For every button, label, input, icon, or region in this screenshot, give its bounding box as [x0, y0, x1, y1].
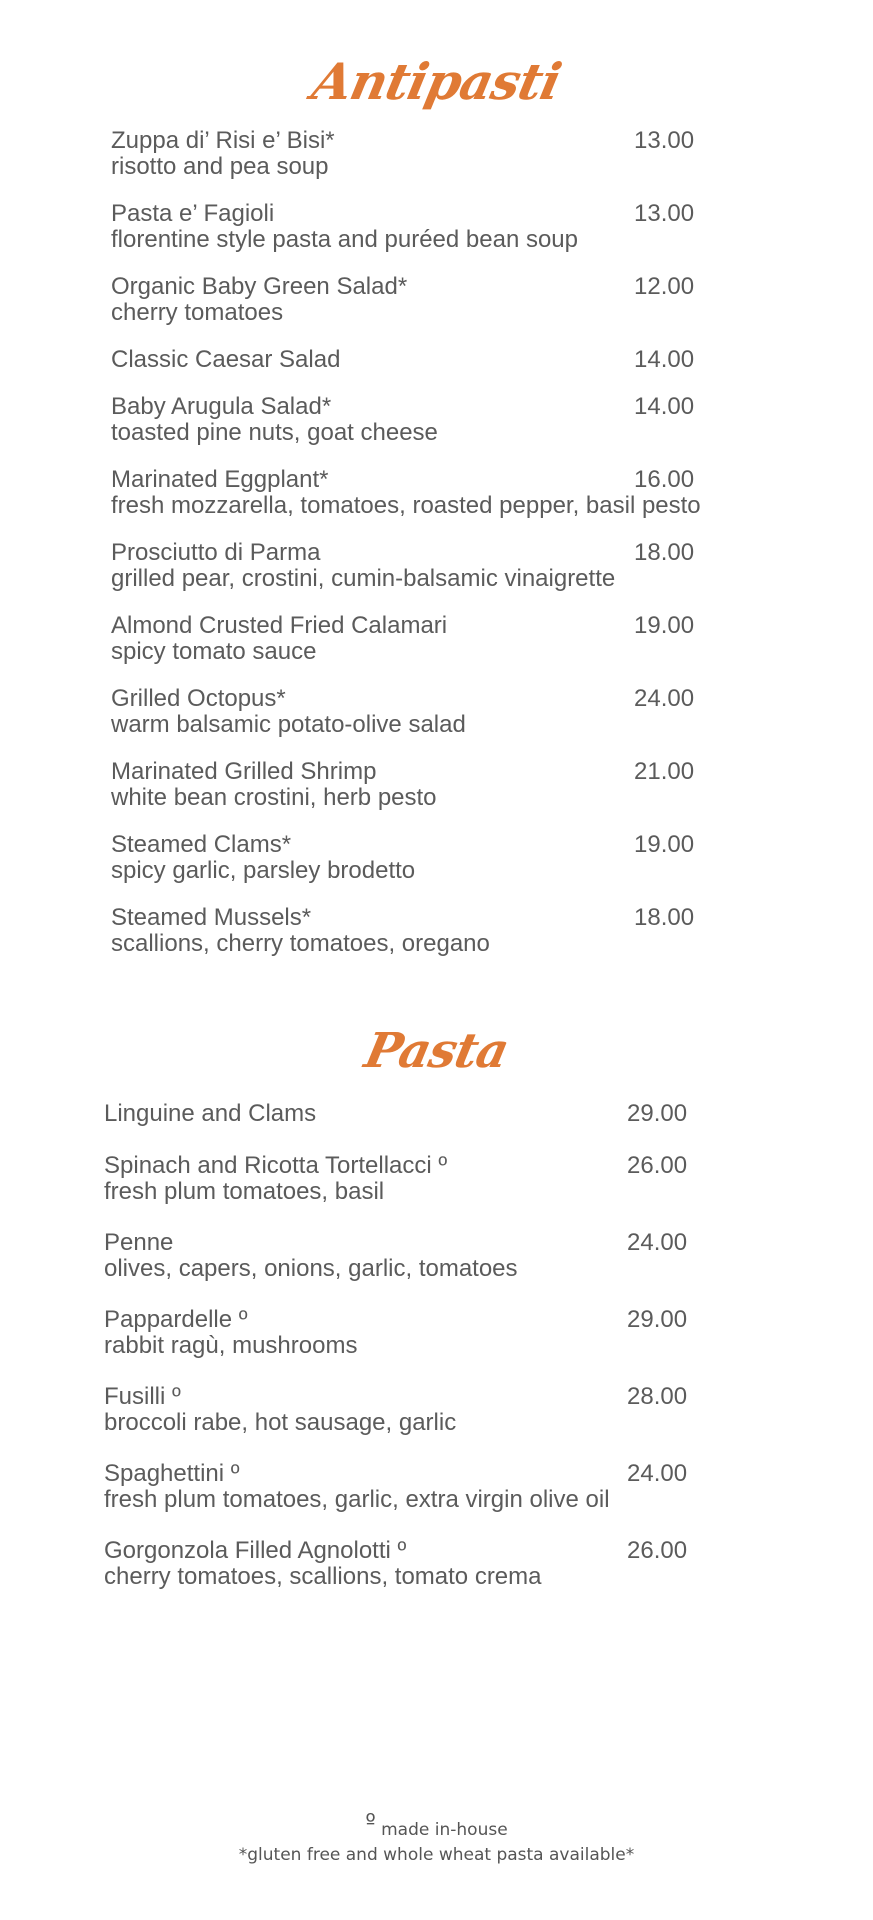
item-price: 18.00 — [634, 539, 695, 566]
item-description: broccoli rabe, hot sausage, garlic — [104, 1409, 457, 1436]
item-price: 29.00 — [627, 1100, 688, 1127]
item-name: Zuppa di’ Risi e’ Bisi* — [111, 127, 335, 154]
menu-item — [111, 274, 751, 347]
menu-item — [111, 759, 751, 832]
item-description: cherry tomatoes — [111, 299, 284, 326]
item-price: 13.00 — [634, 200, 695, 227]
item-name: Penne — [104, 1229, 174, 1256]
menu-item — [111, 347, 751, 394]
item-name: Linguine and Clams — [104, 1100, 317, 1127]
footnote-made-in-house — [0, 1810, 873, 1841]
menu-item — [111, 467, 751, 540]
menu-item — [104, 1538, 744, 1615]
item-description: warm balsamic potato-olive salad — [111, 711, 466, 738]
item-description: rabbit ragù, mushrooms — [104, 1332, 358, 1359]
item-price: 24.00 — [627, 1460, 688, 1487]
menu-item — [111, 686, 751, 759]
menu-item — [104, 1307, 744, 1384]
menu-item — [111, 832, 751, 905]
menu-item — [111, 128, 751, 201]
item-description: cherry tomatoes, scallions, tomato crema — [104, 1563, 542, 1590]
item-description: toasted pine nuts, goat cheese — [111, 419, 438, 446]
item-name: Marinated Eggplant* — [111, 466, 329, 493]
item-name: Pappardelle º — [104, 1306, 248, 1333]
made-in-house-text: made in-house — [381, 1820, 508, 1840]
menu-item — [104, 1384, 744, 1461]
item-name: Almond Crusted Fried Calamari — [111, 612, 448, 639]
item-name: Fusilli º — [104, 1383, 181, 1410]
item-description: spicy garlic, parsley brodetto — [111, 857, 416, 884]
item-price: 26.00 — [627, 1152, 688, 1179]
menu-item — [104, 1101, 744, 1153]
item-price: 29.00 — [627, 1306, 688, 1333]
item-price: 28.00 — [627, 1383, 688, 1410]
degree-symbol: º — [365, 1810, 376, 1835]
item-price: 26.00 — [627, 1537, 688, 1564]
item-price: 12.00 — [634, 273, 695, 300]
item-name: Grilled Octopus* — [111, 685, 286, 712]
item-description: risotto and pea soup — [111, 153, 329, 180]
antipasti-heading: Antipasti — [307, 52, 566, 111]
item-description: florentine style pasta and puréed bean soup — [111, 226, 579, 253]
item-name: Steamed Clams* — [111, 831, 292, 858]
item-price: 24.00 — [634, 685, 695, 712]
item-name: Pasta e’ Fagioli — [111, 200, 275, 227]
item-name: Marinated Grilled Shrimp — [111, 758, 377, 785]
item-description: spicy tomato sauce — [111, 638, 317, 665]
item-name: Baby Arugula Salad* — [111, 393, 332, 420]
item-name: Spinach and Ricotta Tortellacci º — [104, 1152, 448, 1179]
item-description: olives, capers, onions, garlic, tomatoes — [104, 1255, 518, 1282]
menu-item — [104, 1153, 744, 1230]
menu-item — [111, 905, 751, 978]
item-price: 14.00 — [634, 346, 695, 373]
item-price: 13.00 — [634, 127, 695, 154]
menu-item — [111, 613, 751, 686]
item-name: Steamed Mussels* — [111, 904, 312, 931]
item-name: Spaghettini º — [104, 1460, 240, 1487]
footnote-gluten-free: *gluten free and whole wheat pasta available* — [238, 1845, 635, 1865]
item-description: scallions, cherry tomatoes, oregano — [111, 930, 490, 957]
item-description: fresh mozzarella, tomatoes, roasted pepper, basil pesto — [111, 492, 701, 519]
item-price: 19.00 — [634, 831, 695, 858]
item-description: fresh plum tomatoes, garlic, extra virgin olive oil — [104, 1486, 610, 1513]
pasta-heading: Pasta — [359, 1023, 514, 1079]
menu-item — [111, 540, 751, 613]
item-description: fresh plum tomatoes, basil — [104, 1178, 385, 1205]
item-name: Organic Baby Green Salad* — [111, 273, 408, 300]
menu-item — [104, 1461, 744, 1538]
item-description: grilled pear, crostini, cumin-balsamic vinaigrette — [111, 565, 616, 592]
item-price: 24.00 — [627, 1229, 688, 1256]
menu-item — [104, 1230, 744, 1307]
item-price: 14.00 — [634, 393, 695, 420]
item-name: Classic Caesar Salad — [111, 346, 341, 373]
item-name: Prosciutto di Parma — [111, 539, 321, 566]
pasta-menu-list — [104, 1101, 744, 1615]
menu-item — [111, 201, 751, 274]
item-name: Gorgonzola Filled Agnolotti º — [104, 1537, 407, 1564]
item-price: 21.00 — [634, 758, 695, 785]
item-price: 16.00 — [634, 466, 695, 493]
antipasti-menu-list — [111, 128, 751, 978]
item-description: white bean crostini, herb pesto — [111, 784, 437, 811]
item-price: 18.00 — [634, 904, 695, 931]
menu-item — [111, 394, 751, 467]
item-price: 19.00 — [634, 612, 695, 639]
